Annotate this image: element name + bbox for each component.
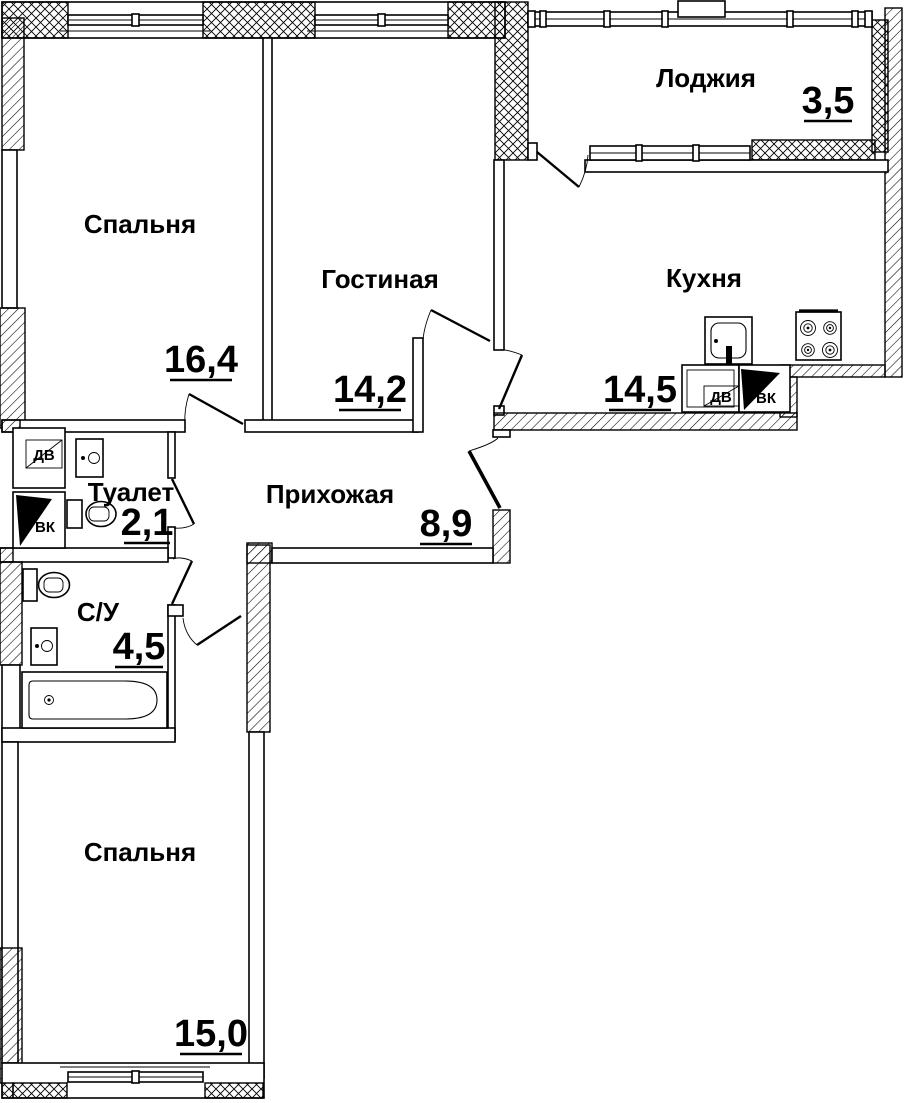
room-name: Прихожая bbox=[265, 479, 395, 509]
wall-segment bbox=[752, 140, 875, 160]
bathtub-icon bbox=[22, 672, 167, 728]
room-area: 15,0 bbox=[174, 1013, 248, 1055]
wall-partition bbox=[263, 38, 272, 422]
wall-segment bbox=[272, 548, 493, 563]
kitchen-sink-icon bbox=[705, 317, 752, 372]
walls bbox=[0, 2, 902, 1098]
washbasin-icon bbox=[76, 439, 103, 477]
stove-icon bbox=[796, 311, 841, 360]
room-area: 4,5 bbox=[112, 626, 166, 668]
label-bedroom2 bbox=[84, 837, 248, 1055]
wall-segment bbox=[494, 160, 504, 350]
room-name: С/У bbox=[76, 597, 120, 627]
label-bathroom bbox=[77, 597, 166, 668]
wall-pillar bbox=[2, 18, 24, 150]
toilet-icon bbox=[23, 569, 70, 601]
wall-pillar bbox=[0, 308, 25, 428]
room-name: Лоджия bbox=[656, 63, 756, 93]
wall-segment bbox=[2, 150, 17, 308]
room-name: Спальня bbox=[83, 837, 197, 867]
door-bedroom1 bbox=[185, 394, 243, 424]
wall-segment bbox=[0, 548, 168, 562]
room-name: Кухня bbox=[666, 263, 742, 293]
window-sill bbox=[585, 160, 888, 172]
wall-segment bbox=[245, 420, 418, 432]
wall-segment bbox=[872, 20, 888, 152]
shaft-box-vk-kitchen bbox=[739, 365, 790, 412]
room-name: Туалет bbox=[87, 477, 175, 507]
room-area: 14,5 bbox=[603, 369, 677, 411]
room-area: 3,5 bbox=[801, 80, 855, 122]
wall-stub bbox=[493, 430, 510, 437]
window-kitchen bbox=[590, 145, 750, 161]
door-entrance bbox=[469, 438, 500, 508]
shaft-box-vk-left bbox=[13, 492, 65, 548]
room-area: 2,1 bbox=[120, 502, 174, 544]
wall-stub bbox=[528, 143, 537, 160]
shaft-box-dv-left bbox=[13, 428, 65, 488]
shaft-box-dv-kitchen bbox=[682, 365, 739, 412]
wall-segment bbox=[205, 1083, 263, 1098]
wall-segment bbox=[493, 510, 510, 563]
wall-segment bbox=[203, 2, 315, 38]
shaft-label-vk: ВК bbox=[35, 519, 55, 536]
wall-segment bbox=[495, 2, 528, 160]
door-balcony bbox=[537, 152, 588, 187]
room-area: 14,2 bbox=[333, 369, 407, 411]
wall-segment bbox=[168, 432, 175, 478]
wall-stub bbox=[168, 605, 183, 616]
door-toilet bbox=[172, 479, 194, 528]
wall-segment bbox=[780, 365, 885, 377]
shaft-label-dv: ДВ bbox=[33, 447, 55, 464]
wall-segment bbox=[13, 1083, 67, 1098]
facade-pillar bbox=[678, 1, 725, 17]
wall-segment bbox=[0, 548, 13, 562]
room-area: 8,9 bbox=[419, 503, 473, 545]
label-bedroom1 bbox=[84, 209, 238, 381]
wall-segment bbox=[168, 605, 175, 740]
door-bathroom bbox=[172, 558, 192, 604]
wall-pillar bbox=[247, 545, 270, 732]
loggia-glazing bbox=[528, 1, 872, 27]
door-living bbox=[423, 310, 490, 341]
door-kitchen bbox=[499, 350, 522, 409]
wall-segment bbox=[249, 732, 264, 1078]
wall-segment bbox=[2, 1083, 13, 1098]
room-name: Спальня bbox=[83, 209, 197, 239]
wall-segment bbox=[2, 728, 175, 742]
wall-segment bbox=[494, 413, 797, 430]
wall-notch bbox=[413, 338, 423, 432]
shaft-label-dv: ДВ bbox=[710, 389, 732, 406]
label-loggia bbox=[656, 63, 854, 122]
label-hallway bbox=[266, 479, 473, 545]
door-bedroom2 bbox=[183, 616, 241, 645]
room-area: 16,4 bbox=[164, 339, 238, 381]
shaft-label-vk: ВК bbox=[756, 390, 776, 407]
room-name: Гостиная bbox=[321, 264, 439, 294]
washbasin-icon bbox=[31, 628, 57, 665]
wall-pillar bbox=[0, 562, 22, 665]
